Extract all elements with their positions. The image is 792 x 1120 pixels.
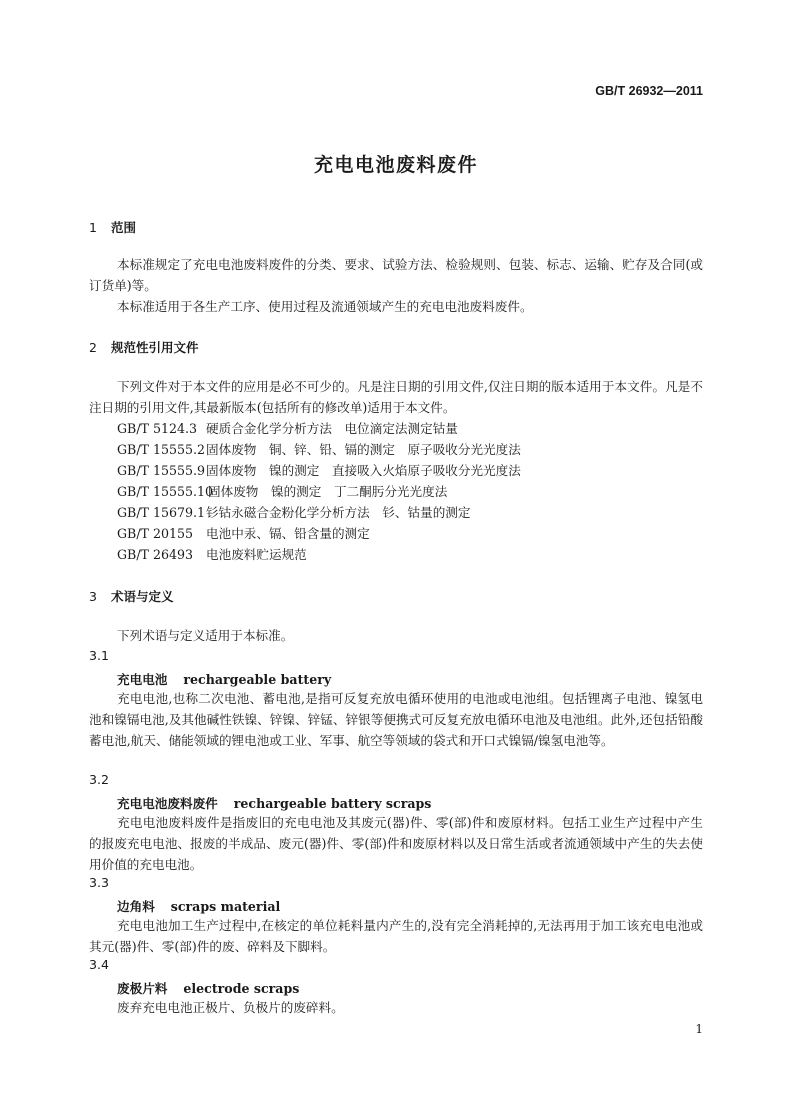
term-english: electrode scraps <box>183 981 300 996</box>
clause-number: 3.4 <box>89 957 110 972</box>
section-number: 1 <box>89 220 97 235</box>
page-number: 1 <box>695 1022 703 1036</box>
reference-item <box>117 460 521 481</box>
paragraph: 本标准规定了充电电池废料废件的分类、要求、试验方法、检验规则、包装、标志、运输、贮存及合同(或订货单)等。 <box>89 257 703 293</box>
reference-code: GB/T 15679.1 <box>117 505 206 520</box>
document-code: GB/T 26932—2011 <box>595 84 703 98</box>
section-heading-normative-references <box>89 338 199 356</box>
reference-code: GB/T 15555.2 <box>117 442 206 457</box>
reference-title: 固体废物 镍的测定 丁二酮肟分光光度法 <box>208 484 448 499</box>
term-chinese: 废极片料 <box>117 981 168 996</box>
term-heading <box>117 669 331 688</box>
section-number: 3 <box>89 589 97 604</box>
section-number: 2 <box>89 340 97 355</box>
term-definition: 充电电池加工生产过程中,在核定的单位耗料量内产生的,没有完全消耗掉的,无法再用于加工该充电电池或其元(器)件、零(部)件的废、碎料及下脚料。 <box>89 918 703 954</box>
section-heading-scope <box>89 218 136 236</box>
paragraph: 下列术语与定义适用于本标准。 <box>117 628 294 643</box>
term-chinese: 边角料 <box>117 899 155 914</box>
reference-title: 电池中汞、镉、铅含量的测定 <box>206 526 370 541</box>
reference-title: 硬质合金化学分析方法 电位滴定法测定钴量 <box>206 421 458 436</box>
reference-title: 钐钴永磁合金粉化学分析方法 钐、钴量的测定 <box>206 505 471 520</box>
reference-code: GB/T 15555.10 <box>117 484 214 499</box>
term-heading <box>117 793 431 812</box>
reference-code: GB/T 26493 <box>117 547 194 562</box>
reference-item <box>117 418 521 439</box>
term-english: scraps material <box>170 899 281 914</box>
reference-list <box>117 418 521 565</box>
section-title: 术语与定义 <box>111 589 174 604</box>
clause-number: 3.1 <box>89 648 110 663</box>
reference-item <box>117 502 521 523</box>
reference-item <box>117 544 521 565</box>
term-heading <box>117 978 299 997</box>
term-english: rechargeable battery scraps <box>233 796 432 811</box>
paragraph: 下列文件对于本文件的应用是必不可少的。凡是注日期的引用文件,仅注日期的版本适用于本文件。凡是不注日期的引用文件,其最新版本(包括所有的修改单)适用于本文件。 <box>89 379 703 415</box>
term-english: rechargeable battery <box>183 672 332 687</box>
section-title: 范围 <box>111 220 137 235</box>
reference-code: GB/T 15555.9 <box>117 463 206 478</box>
term-definition: 充电电池,也称二次电池、蓄电池,是指可反复充放电循环使用的电池或电池组。包括锂离子电池、镍氢电池和镍镉电池,及其他碱性铁镍、锌镍、锌锰、锌银等便携式可反复充放电循环电池及电池组。此外,还包括铅酸蓄电池,航天、储能领域的锂电池或工业、军事、航空等领域的袋式和开口式镍镉/镍氢电池等。 <box>89 691 703 748</box>
reference-code: GB/T 5124.3 <box>117 421 198 436</box>
reference-item <box>117 439 521 460</box>
clause-number: 3.3 <box>89 875 110 890</box>
term-chinese: 充电电池 <box>117 672 168 687</box>
term-heading <box>117 896 280 915</box>
reference-item <box>117 523 521 544</box>
clause-number: 3.2 <box>89 772 110 787</box>
reference-title: 电池废料贮运规范 <box>206 547 307 562</box>
section-heading-terms-definitions <box>89 587 174 605</box>
reference-code: GB/T 20155 <box>117 526 194 541</box>
term-chinese: 充电电池废料废件 <box>117 796 218 811</box>
page-title: 充电电池废料废件 <box>313 154 478 176</box>
term-definition: 充电电池废料废件是指废旧的充电电池及其废元(器)件、零(部)件和废原材料。包括工业生产过程中产生的报废充电电池、报废的半成品、废元(器)件、零(部)件和废原材料以及日常生活或者流通领域中产生的失去使用价值的充电电池。 <box>89 815 703 872</box>
term-definition: 废弃充电电池正极片、负极片的废碎料。 <box>117 1000 344 1015</box>
reference-title: 固体废物 镍的测定 直接吸入火焰原子吸收分光光度法 <box>206 463 521 478</box>
reference-title: 固体废物 铜、锌、铅、镉的测定 原子吸收分光光度法 <box>206 442 521 457</box>
section-title: 规范性引用文件 <box>111 340 199 355</box>
reference-item <box>117 481 521 502</box>
paragraph: 本标准适用于各生产工序、使用过程及流通领域产生的充电电池废料废件。 <box>117 299 533 314</box>
